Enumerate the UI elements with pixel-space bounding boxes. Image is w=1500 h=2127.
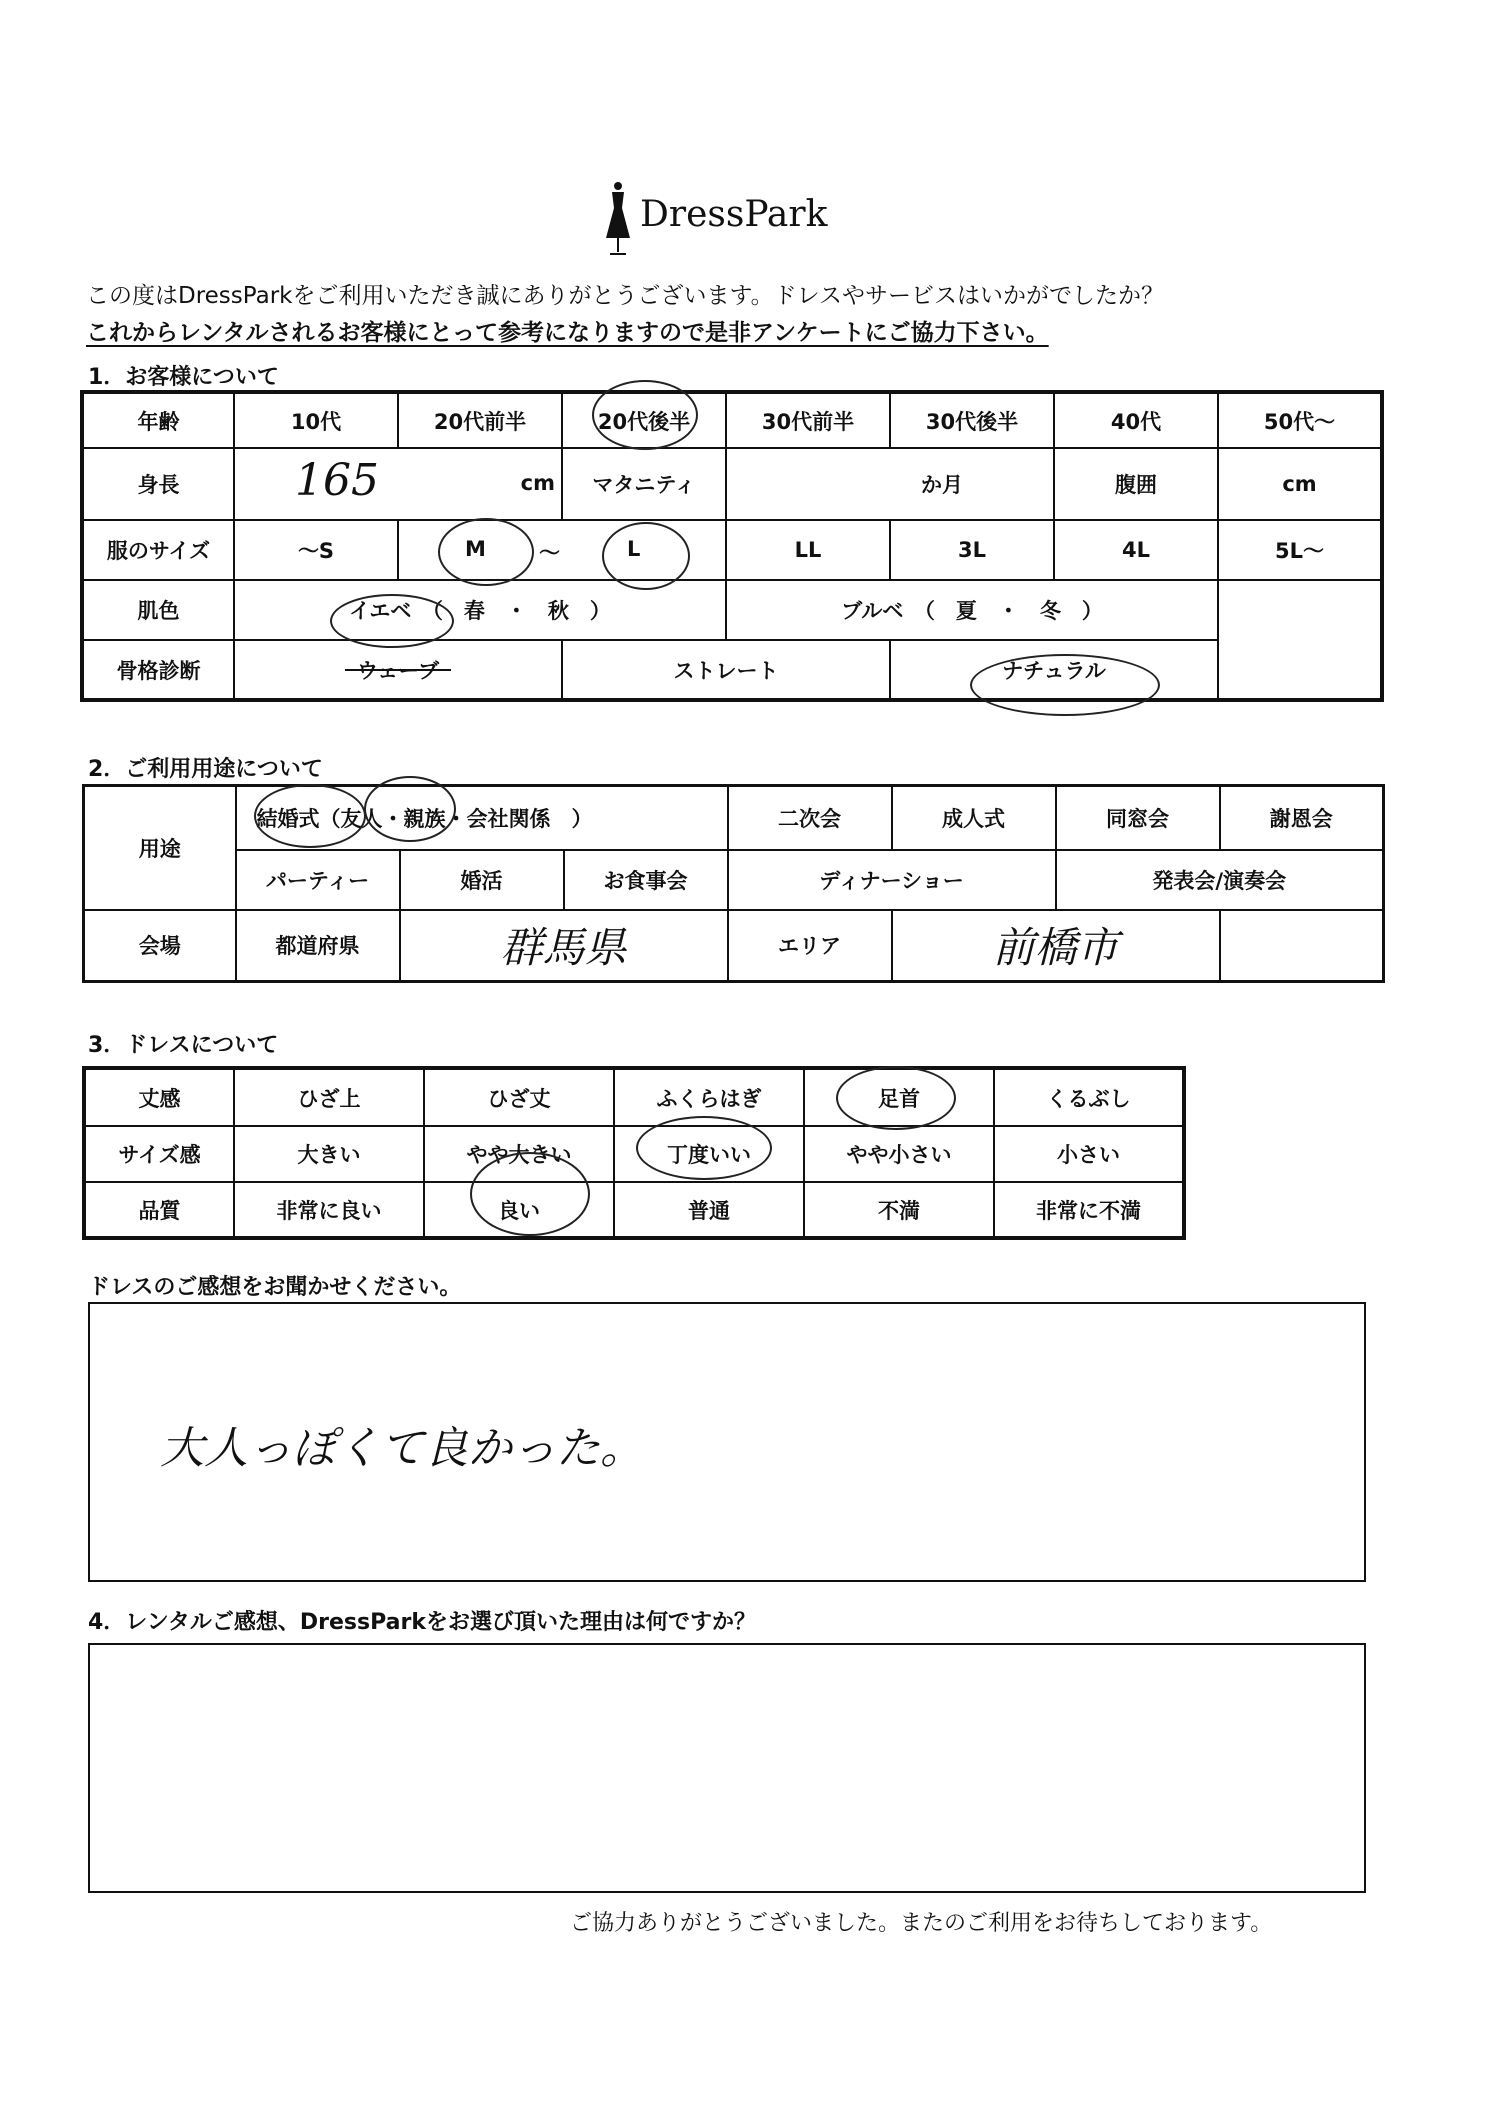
skin-yellow-base[interactable]: イエベ （ 春 ・ 秋 ）	[234, 580, 726, 640]
selection-circle	[330, 594, 454, 648]
size-option-selected: L	[627, 537, 641, 561]
skeleton-label: 骨格診断	[82, 640, 234, 700]
usage-option[interactable]: お食事会	[564, 850, 728, 910]
usage-option-selected: 結婚式（	[256, 806, 341, 831]
age-row	[82, 392, 1382, 448]
skeleton-option-text: ウェーブ	[356, 658, 440, 683]
length-option-selected[interactable]: 足首	[804, 1068, 994, 1126]
brand-logo	[600, 180, 840, 260]
intro-text: この度はDressParkをご利用いただき誠にありがとうございます。ドレスやサービスはいかがでしたか？	[86, 283, 1164, 309]
fit-option-selected[interactable]: 丁度いい	[614, 1126, 804, 1182]
quality-option[interactable]: 非常に良い	[234, 1182, 424, 1238]
waist-label: 腹囲	[1054, 448, 1218, 520]
maternity-label: マタニティ	[562, 448, 726, 520]
fit-label: サイズ感	[84, 1126, 234, 1182]
brand-name: DressPark	[640, 194, 828, 235]
usage-option[interactable]: 二次会	[728, 786, 892, 850]
venue-label: 会場	[84, 910, 236, 982]
fit-row	[84, 1126, 1184, 1182]
usage-option[interactable]: 成人式	[892, 786, 1056, 850]
height-field[interactable]	[234, 448, 562, 520]
length-option[interactable]: ひざ上	[234, 1068, 424, 1126]
dress-table	[82, 1066, 1186, 1240]
selection-circle	[438, 518, 534, 586]
dress-icon	[600, 180, 636, 258]
height-label: 身長	[82, 448, 234, 520]
selection-circle	[636, 1116, 772, 1180]
size-label: 服のサイズ	[82, 520, 234, 580]
selection-circle	[592, 380, 698, 450]
age-option-selected[interactable]: 20代後半	[562, 392, 726, 448]
section2-title: 2．ご利用用途について	[88, 757, 323, 782]
length-row	[84, 1068, 1184, 1126]
selection-circle	[470, 1152, 590, 1236]
height-value: 165	[295, 455, 379, 506]
size-option[interactable]: 4L	[1054, 520, 1218, 580]
waist-field[interactable]: cm	[1218, 448, 1382, 520]
fit-option[interactable]: やや大きい	[424, 1126, 614, 1182]
length-option[interactable]: ひざ丈	[424, 1068, 614, 1126]
venue-row	[84, 910, 1384, 982]
usage-option[interactable]: 同窓会	[1056, 786, 1220, 850]
usage-option[interactable]: 婚活	[400, 850, 564, 910]
dress-comment-text: 大人っぽくて良かった。	[160, 1423, 644, 1474]
size-option[interactable]: 3L	[890, 520, 1054, 580]
skin-label: 肌色	[82, 580, 234, 640]
height-unit: cm	[520, 471, 555, 495]
selection-circle	[970, 654, 1160, 716]
quality-option-selected[interactable]: 良い	[424, 1182, 614, 1238]
skin-row	[82, 580, 1382, 640]
age-option[interactable]: 40代	[1054, 392, 1218, 448]
skin-blue-base[interactable]: ブルベ （ 夏 ・ 冬 ）	[726, 580, 1218, 640]
section3-title: 3．ドレスについて	[88, 1033, 279, 1058]
intro-request: これからレンタルされるお客様にとって参考になりますので是非アンケートにご協力下さい。	[86, 320, 1049, 346]
selection-circle	[254, 784, 366, 848]
quality-option[interactable]: 不満	[804, 1182, 994, 1238]
age-option[interactable]: 30代後半	[890, 392, 1054, 448]
usage-option[interactable]: パーティー	[236, 850, 400, 910]
customer-table	[80, 390, 1384, 702]
quality-option[interactable]: 非常に不満	[994, 1182, 1184, 1238]
usage-option-text: ・親族・会社関係 ）	[382, 806, 593, 831]
dress-comment-box[interactable]	[88, 1302, 1366, 1582]
quality-label: 品質	[84, 1182, 234, 1238]
thanks-message: ご協力ありがとうございました。またのご利用をお待ちしております。	[570, 1911, 1273, 1936]
age-option[interactable]: 10代	[234, 392, 398, 448]
maternity-months[interactable]: か月	[726, 448, 1054, 520]
selection-circle	[364, 776, 456, 842]
length-option[interactable]: ふくらはぎ	[614, 1068, 804, 1126]
fit-option[interactable]: やや小さい	[804, 1126, 994, 1182]
usage-option-selected: 友人	[340, 806, 383, 831]
skeleton-option-crossed[interactable]	[234, 640, 562, 700]
section4-title: 4．レンタルご感想、DressParkをお選び頂いた理由は何ですか？	[88, 1610, 756, 1635]
length-option[interactable]: くるぶし	[994, 1068, 1184, 1126]
height-row	[82, 448, 1382, 520]
age-option[interactable]: 20代前半	[398, 392, 562, 448]
usage-option[interactable]: ディナーショー	[728, 850, 1056, 910]
dress-comment-prompt: ドレスのご感想をお聞かせください。	[88, 1275, 462, 1300]
usage-option[interactable]: 謝恩会	[1220, 786, 1384, 850]
size-option[interactable]: ～S	[234, 520, 398, 580]
quality-option[interactable]: 普通	[614, 1182, 804, 1238]
selection-circle	[602, 522, 690, 590]
skeleton-option-selected[interactable]: ナチュラル	[890, 640, 1218, 700]
usage-row-2	[84, 850, 1384, 910]
skeleton-row	[82, 640, 1382, 700]
fit-option[interactable]: 大きい	[234, 1126, 424, 1182]
area-label: エリア	[728, 910, 892, 982]
size-option[interactable]: 5L～	[1218, 520, 1382, 580]
age-option[interactable]: 50代～	[1218, 392, 1382, 448]
prefecture-label: 都道府県	[236, 910, 400, 982]
usage-option[interactable]: 発表会/演奏会	[1056, 850, 1384, 910]
size-range-mark: ～	[539, 541, 560, 565]
selection-circle	[836, 1066, 956, 1130]
fit-option[interactable]: 小さい	[994, 1126, 1184, 1182]
strike-line	[345, 669, 451, 671]
area-value[interactable]: 前橋市	[892, 910, 1220, 982]
quality-row	[84, 1182, 1184, 1238]
size-row	[82, 520, 1382, 580]
size-option-selected: M	[465, 537, 486, 561]
age-option[interactable]: 30代前半	[726, 392, 890, 448]
section1-title: 1．お客様について	[88, 365, 279, 390]
length-label: 丈感	[84, 1068, 234, 1126]
prefecture-value[interactable]: 群馬県	[400, 910, 728, 982]
rental-comment-box[interactable]	[88, 1643, 1366, 1893]
skeleton-option[interactable]: ストレート	[562, 640, 890, 700]
size-option[interactable]: LL	[726, 520, 890, 580]
age-label: 年齢	[82, 392, 234, 448]
usage-label: 用途	[84, 786, 236, 910]
